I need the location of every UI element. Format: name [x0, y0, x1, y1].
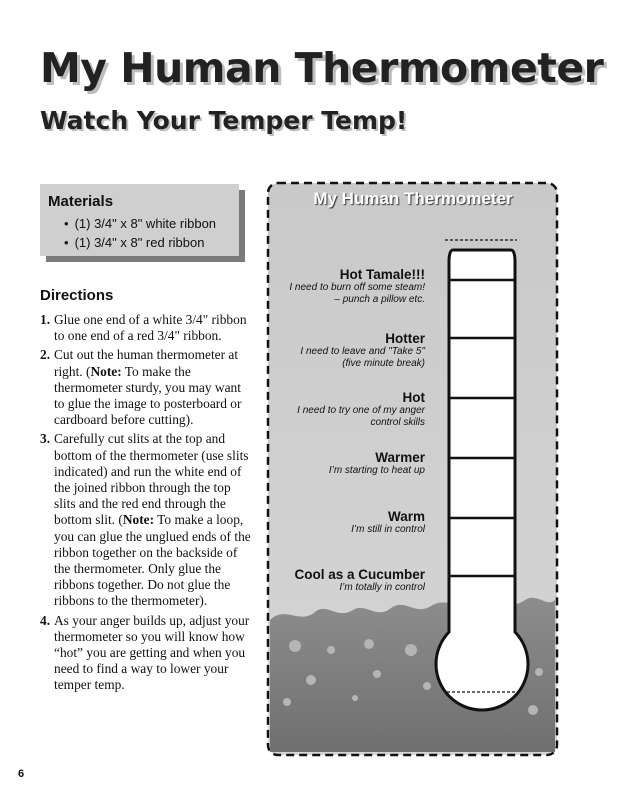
step-text-part: To make a loop, you can glue the unglued ends of the ribbon together on the backside of the thermometer. Only glue the ribbons together. Do not glue the ribbons to the thermometer).	[54, 512, 251, 609]
level-desc: I’m still in control	[351, 524, 425, 535]
level-cool-as-a-cucumber	[294, 567, 425, 594]
materials-box	[40, 184, 239, 256]
thermometer-header: My Human Thermometer	[313, 189, 513, 208]
materials-list	[48, 214, 239, 252]
direction-step	[40, 347, 252, 428]
step-text-part: To make the thermometer sturdy, you may want to glue the image to posterboard or cardboard before cutting).	[54, 363, 242, 428]
level-warm	[351, 509, 425, 536]
step-text	[54, 347, 241, 427]
materials-heading: Materials	[48, 193, 114, 210]
materials-item: • (1) 3/4" x 8" red ribbon	[64, 233, 239, 252]
level-desc: – punch a pillow etc.	[334, 294, 425, 305]
level-desc: (five minute break)	[342, 358, 425, 369]
level-desc: I need to leave and "Take 5"	[300, 346, 425, 357]
step-number: 4.	[40, 612, 51, 628]
note-label: Note:	[122, 512, 155, 528]
level-hot	[297, 390, 425, 429]
page-subtitle: Watch Your Temper Temp!	[40, 106, 408, 135]
level-desc: I’m starting to heat up	[328, 465, 425, 476]
step-text-part: Carefully cut slits at the top and bottom of the thermometer (use slits indicated) and run the white end of the joined ribbon through the top slits and the red end through the bottom slit. (	[54, 431, 249, 528]
level-name: Hot	[402, 390, 425, 405]
directions-heading: Directions	[40, 287, 114, 304]
materials-item: • (1) 3/4" x 8" white ribbon	[64, 214, 239, 233]
level-desc: I need to try one of my anger	[297, 405, 425, 416]
page-number: 6	[18, 768, 25, 780]
level-name: Hotter	[385, 331, 425, 346]
step-number: 1.	[40, 312, 51, 327]
step-number: 2.	[40, 347, 51, 363]
level-name: Hot Tamale!!!	[339, 267, 425, 282]
level-hot-tamale	[289, 267, 425, 306]
direction-step	[40, 312, 252, 344]
step-text: As your anger builds up, adjust your thermometer so you will know how “hot” you are getting and when you need to find a way to lower your temper temp.	[54, 612, 250, 693]
note-label: Note:	[90, 363, 122, 379]
level-name: Cool as a Cucumber	[294, 567, 425, 582]
level-desc: control skills	[370, 417, 425, 428]
step-text: Glue one end of a white 3/4" ribbon to one end of a red 3/4" ribbon.	[54, 312, 247, 344]
level-name: Warmer	[375, 450, 425, 465]
level-warmer	[329, 450, 425, 477]
direction-step	[40, 613, 252, 694]
level-name: Warm	[387, 509, 425, 524]
direction-step	[40, 431, 252, 609]
step-number: 3.	[40, 431, 51, 447]
page-title: My Human Thermometer	[40, 44, 604, 92]
step-text-part: Cut out the human thermometer at right. (	[54, 347, 239, 379]
level-hotter	[300, 331, 425, 370]
step-text	[54, 431, 251, 608]
directions-list	[40, 312, 252, 697]
level-desc: I need to burn off some steam!	[289, 282, 425, 293]
level-desc: I’m totally in control	[339, 582, 425, 593]
thermometer-outline	[436, 250, 528, 710]
